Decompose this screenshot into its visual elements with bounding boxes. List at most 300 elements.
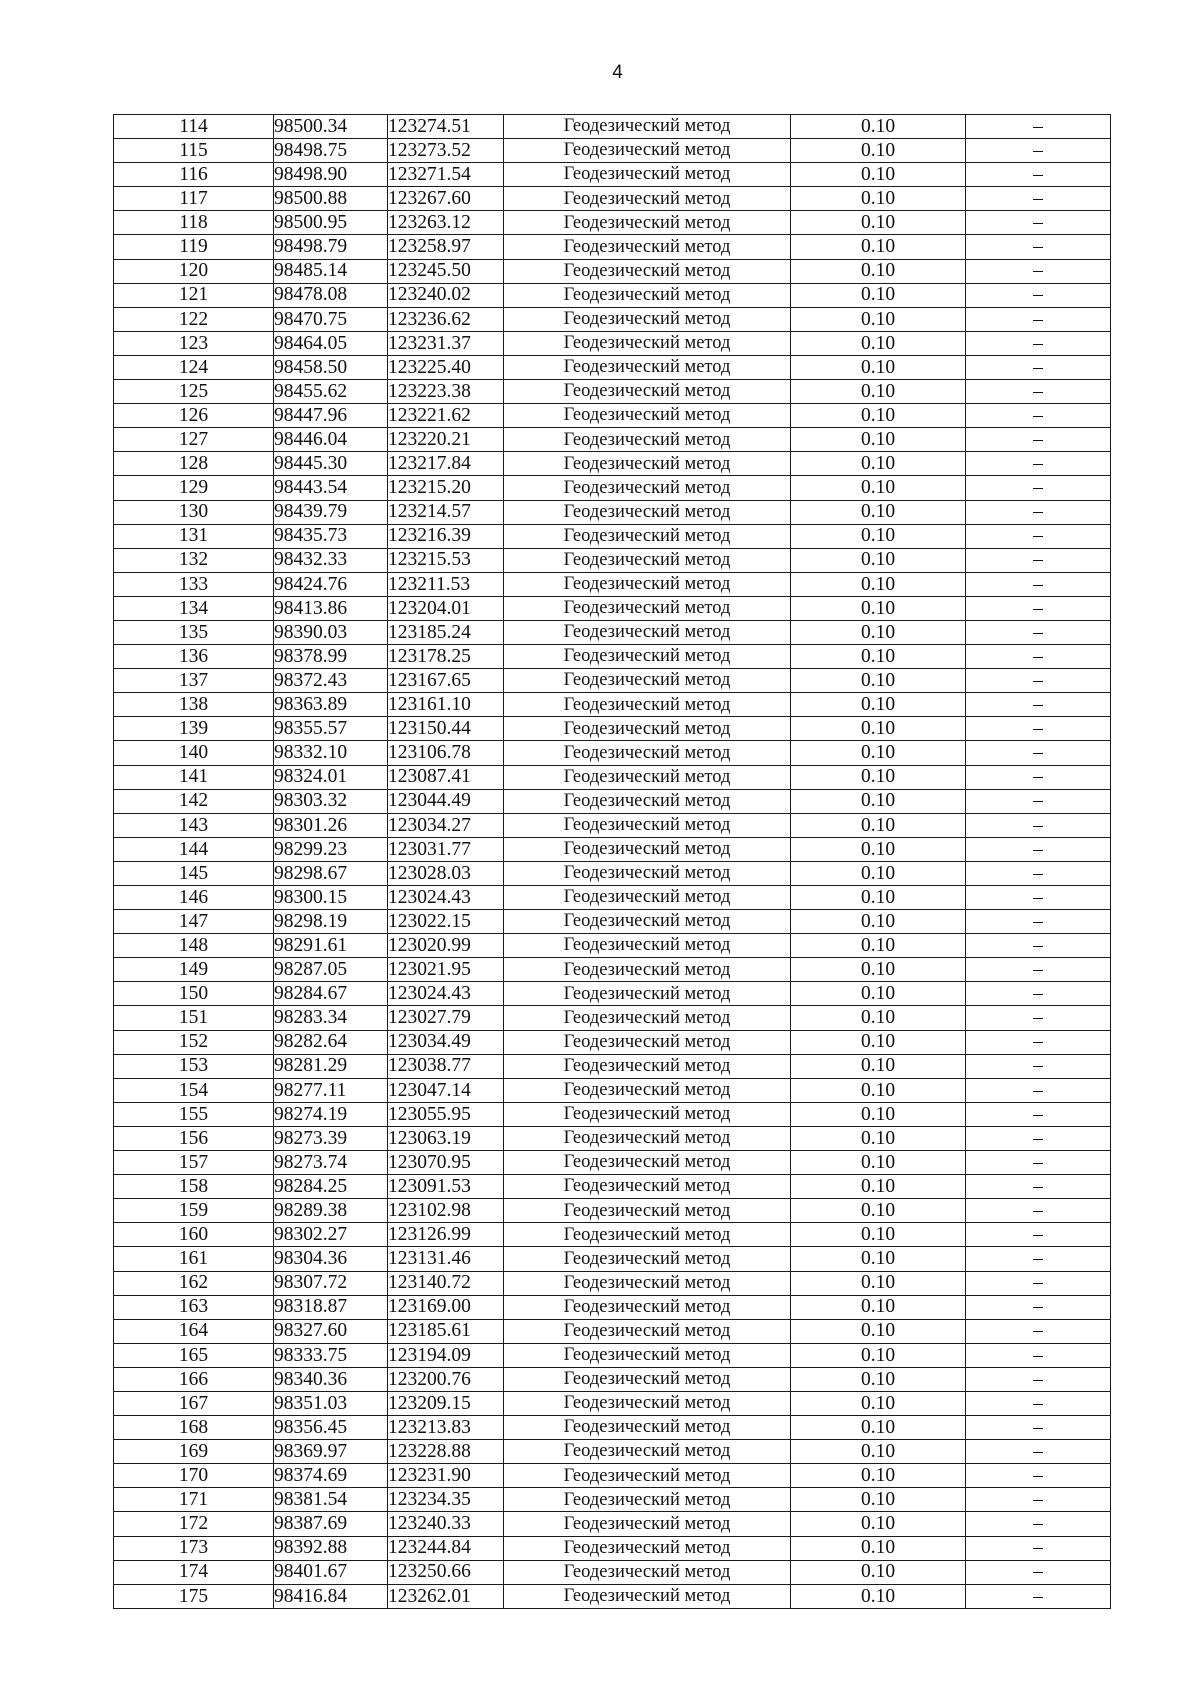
accuracy-cell: 0.10 xyxy=(791,910,966,934)
x-coordinate-cell: 98372.43 xyxy=(274,669,388,693)
x-coordinate-cell: 98464.05 xyxy=(274,331,388,355)
point-number-cell: 145 xyxy=(114,861,274,885)
note-cell: – xyxy=(966,1295,1111,1319)
note-cell: – xyxy=(966,139,1111,163)
table-row xyxy=(114,982,1111,1006)
note-cell: – xyxy=(966,693,1111,717)
accuracy-cell: 0.10 xyxy=(791,1151,966,1175)
note-cell: – xyxy=(966,741,1111,765)
accuracy-cell: 0.10 xyxy=(791,837,966,861)
method-cell: Геодезический метод xyxy=(504,1319,791,1343)
x-coordinate-cell: 98478.08 xyxy=(274,283,388,307)
method-cell: Геодезический метод xyxy=(504,596,791,620)
note-cell: – xyxy=(966,187,1111,211)
table-row xyxy=(114,1199,1111,1223)
y-coordinate-cell: 123214.57 xyxy=(388,500,504,524)
note-cell: – xyxy=(966,163,1111,187)
x-coordinate-cell: 98307.72 xyxy=(274,1271,388,1295)
point-number-cell: 147 xyxy=(114,910,274,934)
table-row xyxy=(114,163,1111,187)
method-cell: Геодезический метод xyxy=(504,693,791,717)
method-cell: Геодезический метод xyxy=(504,1536,791,1560)
point-number-cell: 119 xyxy=(114,235,274,259)
point-number-cell: 129 xyxy=(114,476,274,500)
table-row xyxy=(114,1367,1111,1391)
accuracy-cell: 0.10 xyxy=(791,1006,966,1030)
x-coordinate-cell: 98318.87 xyxy=(274,1295,388,1319)
point-number-cell: 156 xyxy=(114,1126,274,1150)
x-coordinate-cell: 98416.84 xyxy=(274,1584,388,1608)
point-number-cell: 154 xyxy=(114,1078,274,1102)
note-cell: – xyxy=(966,645,1111,669)
y-coordinate-cell: 123200.76 xyxy=(388,1367,504,1391)
note-cell: – xyxy=(966,1536,1111,1560)
table-row xyxy=(114,1271,1111,1295)
table-row xyxy=(114,283,1111,307)
point-number-cell: 144 xyxy=(114,837,274,861)
accuracy-cell: 0.10 xyxy=(791,235,966,259)
point-number-cell: 146 xyxy=(114,886,274,910)
point-number-cell: 128 xyxy=(114,452,274,476)
method-cell: Геодезический метод xyxy=(504,524,791,548)
x-coordinate-cell: 98447.96 xyxy=(274,404,388,428)
x-coordinate-cell: 98281.29 xyxy=(274,1054,388,1078)
y-coordinate-cell: 123106.78 xyxy=(388,741,504,765)
point-number-cell: 164 xyxy=(114,1319,274,1343)
x-coordinate-cell: 98432.33 xyxy=(274,548,388,572)
method-cell: Геодезический метод xyxy=(504,187,791,211)
point-number-cell: 161 xyxy=(114,1247,274,1271)
y-coordinate-cell: 123213.83 xyxy=(388,1416,504,1440)
note-cell: – xyxy=(966,1416,1111,1440)
point-number-cell: 130 xyxy=(114,500,274,524)
x-coordinate-cell: 98470.75 xyxy=(274,307,388,331)
table-row xyxy=(114,645,1111,669)
x-coordinate-cell: 98333.75 xyxy=(274,1343,388,1367)
x-coordinate-cell: 98277.11 xyxy=(274,1078,388,1102)
table-row xyxy=(114,717,1111,741)
point-number-cell: 149 xyxy=(114,958,274,982)
y-coordinate-cell: 123034.49 xyxy=(388,1030,504,1054)
point-number-cell: 132 xyxy=(114,548,274,572)
x-coordinate-cell: 98500.88 xyxy=(274,187,388,211)
method-cell: Геодезический метод xyxy=(504,572,791,596)
point-number-cell: 163 xyxy=(114,1295,274,1319)
note-cell: – xyxy=(966,1175,1111,1199)
accuracy-cell: 0.10 xyxy=(791,813,966,837)
y-coordinate-cell: 123024.43 xyxy=(388,886,504,910)
point-number-cell: 174 xyxy=(114,1560,274,1584)
note-cell: – xyxy=(966,404,1111,428)
note-cell: – xyxy=(966,1199,1111,1223)
method-cell: Геодезический метод xyxy=(504,1488,791,1512)
accuracy-cell: 0.10 xyxy=(791,163,966,187)
x-coordinate-cell: 98273.39 xyxy=(274,1126,388,1150)
accuracy-cell: 0.10 xyxy=(791,958,966,982)
method-cell: Геодезический метод xyxy=(504,645,791,669)
x-coordinate-cell: 98498.79 xyxy=(274,235,388,259)
y-coordinate-cell: 123087.41 xyxy=(388,765,504,789)
note-cell: – xyxy=(966,1247,1111,1271)
x-coordinate-cell: 98439.79 xyxy=(274,500,388,524)
x-coordinate-cell: 98298.67 xyxy=(274,861,388,885)
x-coordinate-cell: 98289.38 xyxy=(274,1199,388,1223)
table-row xyxy=(114,1247,1111,1271)
table-row xyxy=(114,115,1111,139)
table-row xyxy=(114,404,1111,428)
table-row xyxy=(114,331,1111,355)
method-cell: Геодезический метод xyxy=(504,982,791,1006)
table-row xyxy=(114,259,1111,283)
method-cell: Геодезический метод xyxy=(504,1512,791,1536)
note-cell: – xyxy=(966,1319,1111,1343)
y-coordinate-cell: 123102.98 xyxy=(388,1199,504,1223)
y-coordinate-cell: 123063.19 xyxy=(388,1126,504,1150)
note-cell: – xyxy=(966,1560,1111,1584)
method-cell: Геодезический метод xyxy=(504,1054,791,1078)
table-row xyxy=(114,380,1111,404)
x-coordinate-cell: 98302.27 xyxy=(274,1223,388,1247)
method-cell: Геодезический метод xyxy=(504,476,791,500)
accuracy-cell: 0.10 xyxy=(791,1102,966,1126)
y-coordinate-cell: 123250.66 xyxy=(388,1560,504,1584)
y-coordinate-cell: 123221.62 xyxy=(388,404,504,428)
note-cell: – xyxy=(966,717,1111,741)
note-cell: – xyxy=(966,1223,1111,1247)
y-coordinate-cell: 123204.01 xyxy=(388,596,504,620)
point-number-cell: 115 xyxy=(114,139,274,163)
point-number-cell: 148 xyxy=(114,934,274,958)
table-row xyxy=(114,1391,1111,1415)
point-number-cell: 152 xyxy=(114,1030,274,1054)
x-coordinate-cell: 98351.03 xyxy=(274,1391,388,1415)
note-cell: – xyxy=(966,1006,1111,1030)
x-coordinate-cell: 98299.23 xyxy=(274,837,388,861)
accuracy-cell: 0.10 xyxy=(791,283,966,307)
note-cell: – xyxy=(966,1126,1111,1150)
coordinates-table xyxy=(113,114,1111,1609)
table-row xyxy=(114,813,1111,837)
point-number-cell: 172 xyxy=(114,1512,274,1536)
table-row xyxy=(114,355,1111,379)
x-coordinate-cell: 98298.19 xyxy=(274,910,388,934)
x-coordinate-cell: 98443.54 xyxy=(274,476,388,500)
accuracy-cell: 0.10 xyxy=(791,548,966,572)
table-row xyxy=(114,886,1111,910)
accuracy-cell: 0.10 xyxy=(791,1199,966,1223)
y-coordinate-cell: 123027.79 xyxy=(388,1006,504,1030)
method-cell: Геодезический метод xyxy=(504,283,791,307)
method-cell: Геодезический метод xyxy=(504,1126,791,1150)
table-row xyxy=(114,741,1111,765)
point-number-cell: 127 xyxy=(114,428,274,452)
note-cell: – xyxy=(966,1391,1111,1415)
table-row xyxy=(114,139,1111,163)
y-coordinate-cell: 123244.84 xyxy=(388,1536,504,1560)
table-row xyxy=(114,1584,1111,1608)
accuracy-cell: 0.10 xyxy=(791,789,966,813)
method-cell: Геодезический метод xyxy=(504,1223,791,1247)
method-cell: Геодезический метод xyxy=(504,934,791,958)
y-coordinate-cell: 123215.53 xyxy=(388,548,504,572)
y-coordinate-cell: 123223.38 xyxy=(388,380,504,404)
point-number-cell: 126 xyxy=(114,404,274,428)
note-cell: – xyxy=(966,596,1111,620)
method-cell: Геодезический метод xyxy=(504,837,791,861)
table-row xyxy=(114,1078,1111,1102)
accuracy-cell: 0.10 xyxy=(791,211,966,235)
table-row xyxy=(114,1006,1111,1030)
note-cell: – xyxy=(966,115,1111,139)
method-cell: Геодезический метод xyxy=(504,620,791,644)
accuracy-cell: 0.10 xyxy=(791,1078,966,1102)
note-cell: – xyxy=(966,1271,1111,1295)
point-number-cell: 125 xyxy=(114,380,274,404)
table-row xyxy=(114,1560,1111,1584)
table-row xyxy=(114,958,1111,982)
method-cell: Геодезический метод xyxy=(504,163,791,187)
y-coordinate-cell: 123044.49 xyxy=(388,789,504,813)
table-row xyxy=(114,861,1111,885)
y-coordinate-cell: 123245.50 xyxy=(388,259,504,283)
point-number-cell: 157 xyxy=(114,1151,274,1175)
accuracy-cell: 0.10 xyxy=(791,1175,966,1199)
point-number-cell: 114 xyxy=(114,115,274,139)
y-coordinate-cell: 123236.62 xyxy=(388,307,504,331)
table-row xyxy=(114,187,1111,211)
accuracy-cell: 0.10 xyxy=(791,380,966,404)
y-coordinate-cell: 123194.09 xyxy=(388,1343,504,1367)
y-coordinate-cell: 123070.95 xyxy=(388,1151,504,1175)
coordinates-table-body xyxy=(114,115,1111,1609)
method-cell: Геодезический метод xyxy=(504,404,791,428)
method-cell: Геодезический метод xyxy=(504,452,791,476)
accuracy-cell: 0.10 xyxy=(791,404,966,428)
method-cell: Геодезический метод xyxy=(504,1560,791,1584)
y-coordinate-cell: 123031.77 xyxy=(388,837,504,861)
method-cell: Геодезический метод xyxy=(504,1199,791,1223)
method-cell: Геодезический метод xyxy=(504,500,791,524)
note-cell: – xyxy=(966,524,1111,548)
point-number-cell: 136 xyxy=(114,645,274,669)
accuracy-cell: 0.10 xyxy=(791,934,966,958)
y-coordinate-cell: 123028.03 xyxy=(388,861,504,885)
table-row xyxy=(114,693,1111,717)
method-cell: Геодезический метод xyxy=(504,211,791,235)
x-coordinate-cell: 98381.54 xyxy=(274,1488,388,1512)
accuracy-cell: 0.10 xyxy=(791,1247,966,1271)
method-cell: Геодезический метод xyxy=(504,380,791,404)
accuracy-cell: 0.10 xyxy=(791,1126,966,1150)
note-cell: – xyxy=(966,861,1111,885)
accuracy-cell: 0.10 xyxy=(791,765,966,789)
y-coordinate-cell: 123216.39 xyxy=(388,524,504,548)
note-cell: – xyxy=(966,211,1111,235)
y-coordinate-cell: 123021.95 xyxy=(388,958,504,982)
y-coordinate-cell: 123185.61 xyxy=(388,1319,504,1343)
x-coordinate-cell: 98324.01 xyxy=(274,765,388,789)
table-row xyxy=(114,307,1111,331)
table-row xyxy=(114,500,1111,524)
note-cell: – xyxy=(966,331,1111,355)
y-coordinate-cell: 123220.21 xyxy=(388,428,504,452)
x-coordinate-cell: 98378.99 xyxy=(274,645,388,669)
note-cell: – xyxy=(966,500,1111,524)
note-cell: – xyxy=(966,1488,1111,1512)
method-cell: Геодезический метод xyxy=(504,958,791,982)
point-number-cell: 166 xyxy=(114,1367,274,1391)
note-cell: – xyxy=(966,934,1111,958)
point-number-cell: 120 xyxy=(114,259,274,283)
y-coordinate-cell: 123231.37 xyxy=(388,331,504,355)
accuracy-cell: 0.10 xyxy=(791,1319,966,1343)
point-number-cell: 138 xyxy=(114,693,274,717)
point-number-cell: 137 xyxy=(114,669,274,693)
x-coordinate-cell: 98363.89 xyxy=(274,693,388,717)
note-cell: – xyxy=(966,886,1111,910)
y-coordinate-cell: 123217.84 xyxy=(388,452,504,476)
x-coordinate-cell: 98500.95 xyxy=(274,211,388,235)
x-coordinate-cell: 98282.64 xyxy=(274,1030,388,1054)
method-cell: Геодезический метод xyxy=(504,1391,791,1415)
point-number-cell: 165 xyxy=(114,1343,274,1367)
y-coordinate-cell: 123091.53 xyxy=(388,1175,504,1199)
x-coordinate-cell: 98340.36 xyxy=(274,1367,388,1391)
note-cell: – xyxy=(966,283,1111,307)
note-cell: – xyxy=(966,1054,1111,1078)
accuracy-cell: 0.10 xyxy=(791,428,966,452)
table-row xyxy=(114,235,1111,259)
accuracy-cell: 0.10 xyxy=(791,1295,966,1319)
y-coordinate-cell: 123020.99 xyxy=(388,934,504,958)
method-cell: Геодезический метод xyxy=(504,813,791,837)
note-cell: – xyxy=(966,1078,1111,1102)
point-number-cell: 171 xyxy=(114,1488,274,1512)
y-coordinate-cell: 123034.27 xyxy=(388,813,504,837)
table-row xyxy=(114,1416,1111,1440)
y-coordinate-cell: 123126.99 xyxy=(388,1223,504,1247)
table-row xyxy=(114,1030,1111,1054)
accuracy-cell: 0.10 xyxy=(791,307,966,331)
y-coordinate-cell: 123038.77 xyxy=(388,1054,504,1078)
accuracy-cell: 0.10 xyxy=(791,1054,966,1078)
note-cell: – xyxy=(966,620,1111,644)
note-cell: – xyxy=(966,235,1111,259)
y-coordinate-cell: 123262.01 xyxy=(388,1584,504,1608)
y-coordinate-cell: 123047.14 xyxy=(388,1078,504,1102)
method-cell: Геодезический метод xyxy=(504,1247,791,1271)
method-cell: Геодезический метод xyxy=(504,1343,791,1367)
accuracy-cell: 0.10 xyxy=(791,1367,966,1391)
table-row xyxy=(114,620,1111,644)
note-cell: – xyxy=(966,765,1111,789)
table-row xyxy=(114,524,1111,548)
point-number-cell: 140 xyxy=(114,741,274,765)
accuracy-cell: 0.10 xyxy=(791,259,966,283)
accuracy-cell: 0.10 xyxy=(791,1343,966,1367)
accuracy-cell: 0.10 xyxy=(791,645,966,669)
x-coordinate-cell: 98498.75 xyxy=(274,139,388,163)
y-coordinate-cell: 123274.51 xyxy=(388,115,504,139)
y-coordinate-cell: 123161.10 xyxy=(388,693,504,717)
accuracy-cell: 0.10 xyxy=(791,452,966,476)
x-coordinate-cell: 98355.57 xyxy=(274,717,388,741)
table-row xyxy=(114,476,1111,500)
table-row xyxy=(114,789,1111,813)
note-cell: – xyxy=(966,572,1111,596)
point-number-cell: 139 xyxy=(114,717,274,741)
x-coordinate-cell: 98287.05 xyxy=(274,958,388,982)
x-coordinate-cell: 98332.10 xyxy=(274,741,388,765)
method-cell: Геодезический метод xyxy=(504,1295,791,1319)
x-coordinate-cell: 98500.34 xyxy=(274,115,388,139)
table-row xyxy=(114,1126,1111,1150)
x-coordinate-cell: 98392.88 xyxy=(274,1536,388,1560)
table-row xyxy=(114,765,1111,789)
x-coordinate-cell: 98390.03 xyxy=(274,620,388,644)
x-coordinate-cell: 98356.45 xyxy=(274,1416,388,1440)
note-cell: – xyxy=(966,355,1111,379)
method-cell: Геодезический метод xyxy=(504,1464,791,1488)
table-row xyxy=(114,1175,1111,1199)
point-number-cell: 151 xyxy=(114,1006,274,1030)
accuracy-cell: 0.10 xyxy=(791,476,966,500)
table-row xyxy=(114,428,1111,452)
point-number-cell: 123 xyxy=(114,331,274,355)
point-number-cell: 143 xyxy=(114,813,274,837)
y-coordinate-cell: 123150.44 xyxy=(388,717,504,741)
accuracy-cell: 0.10 xyxy=(791,1391,966,1415)
x-coordinate-cell: 98401.67 xyxy=(274,1560,388,1584)
accuracy-cell: 0.10 xyxy=(791,861,966,885)
y-coordinate-cell: 123209.15 xyxy=(388,1391,504,1415)
x-coordinate-cell: 98327.60 xyxy=(274,1319,388,1343)
accuracy-cell: 0.10 xyxy=(791,982,966,1006)
accuracy-cell: 0.10 xyxy=(791,886,966,910)
point-number-cell: 117 xyxy=(114,187,274,211)
point-number-cell: 169 xyxy=(114,1440,274,1464)
table-row xyxy=(114,1464,1111,1488)
method-cell: Геодезический метод xyxy=(504,1440,791,1464)
accuracy-cell: 0.10 xyxy=(791,187,966,211)
y-coordinate-cell: 123225.40 xyxy=(388,355,504,379)
method-cell: Геодезический метод xyxy=(504,1175,791,1199)
accuracy-cell: 0.10 xyxy=(791,115,966,139)
note-cell: – xyxy=(966,837,1111,861)
method-cell: Геодезический метод xyxy=(504,669,791,693)
point-number-cell: 142 xyxy=(114,789,274,813)
note-cell: – xyxy=(966,982,1111,1006)
table-row xyxy=(114,1223,1111,1247)
method-cell: Геодезический метод xyxy=(504,428,791,452)
note-cell: – xyxy=(966,789,1111,813)
note-cell: – xyxy=(966,1584,1111,1608)
accuracy-cell: 0.10 xyxy=(791,1560,966,1584)
accuracy-cell: 0.10 xyxy=(791,596,966,620)
table-row xyxy=(114,1512,1111,1536)
table-row xyxy=(114,548,1111,572)
x-coordinate-cell: 98300.15 xyxy=(274,886,388,910)
method-cell: Геодезический метод xyxy=(504,235,791,259)
point-number-cell: 134 xyxy=(114,596,274,620)
x-coordinate-cell: 98458.50 xyxy=(274,355,388,379)
method-cell: Геодезический метод xyxy=(504,1584,791,1608)
note-cell: – xyxy=(966,1367,1111,1391)
note-cell: – xyxy=(966,1440,1111,1464)
accuracy-cell: 0.10 xyxy=(791,331,966,355)
point-number-cell: 173 xyxy=(114,1536,274,1560)
y-coordinate-cell: 123263.12 xyxy=(388,211,504,235)
